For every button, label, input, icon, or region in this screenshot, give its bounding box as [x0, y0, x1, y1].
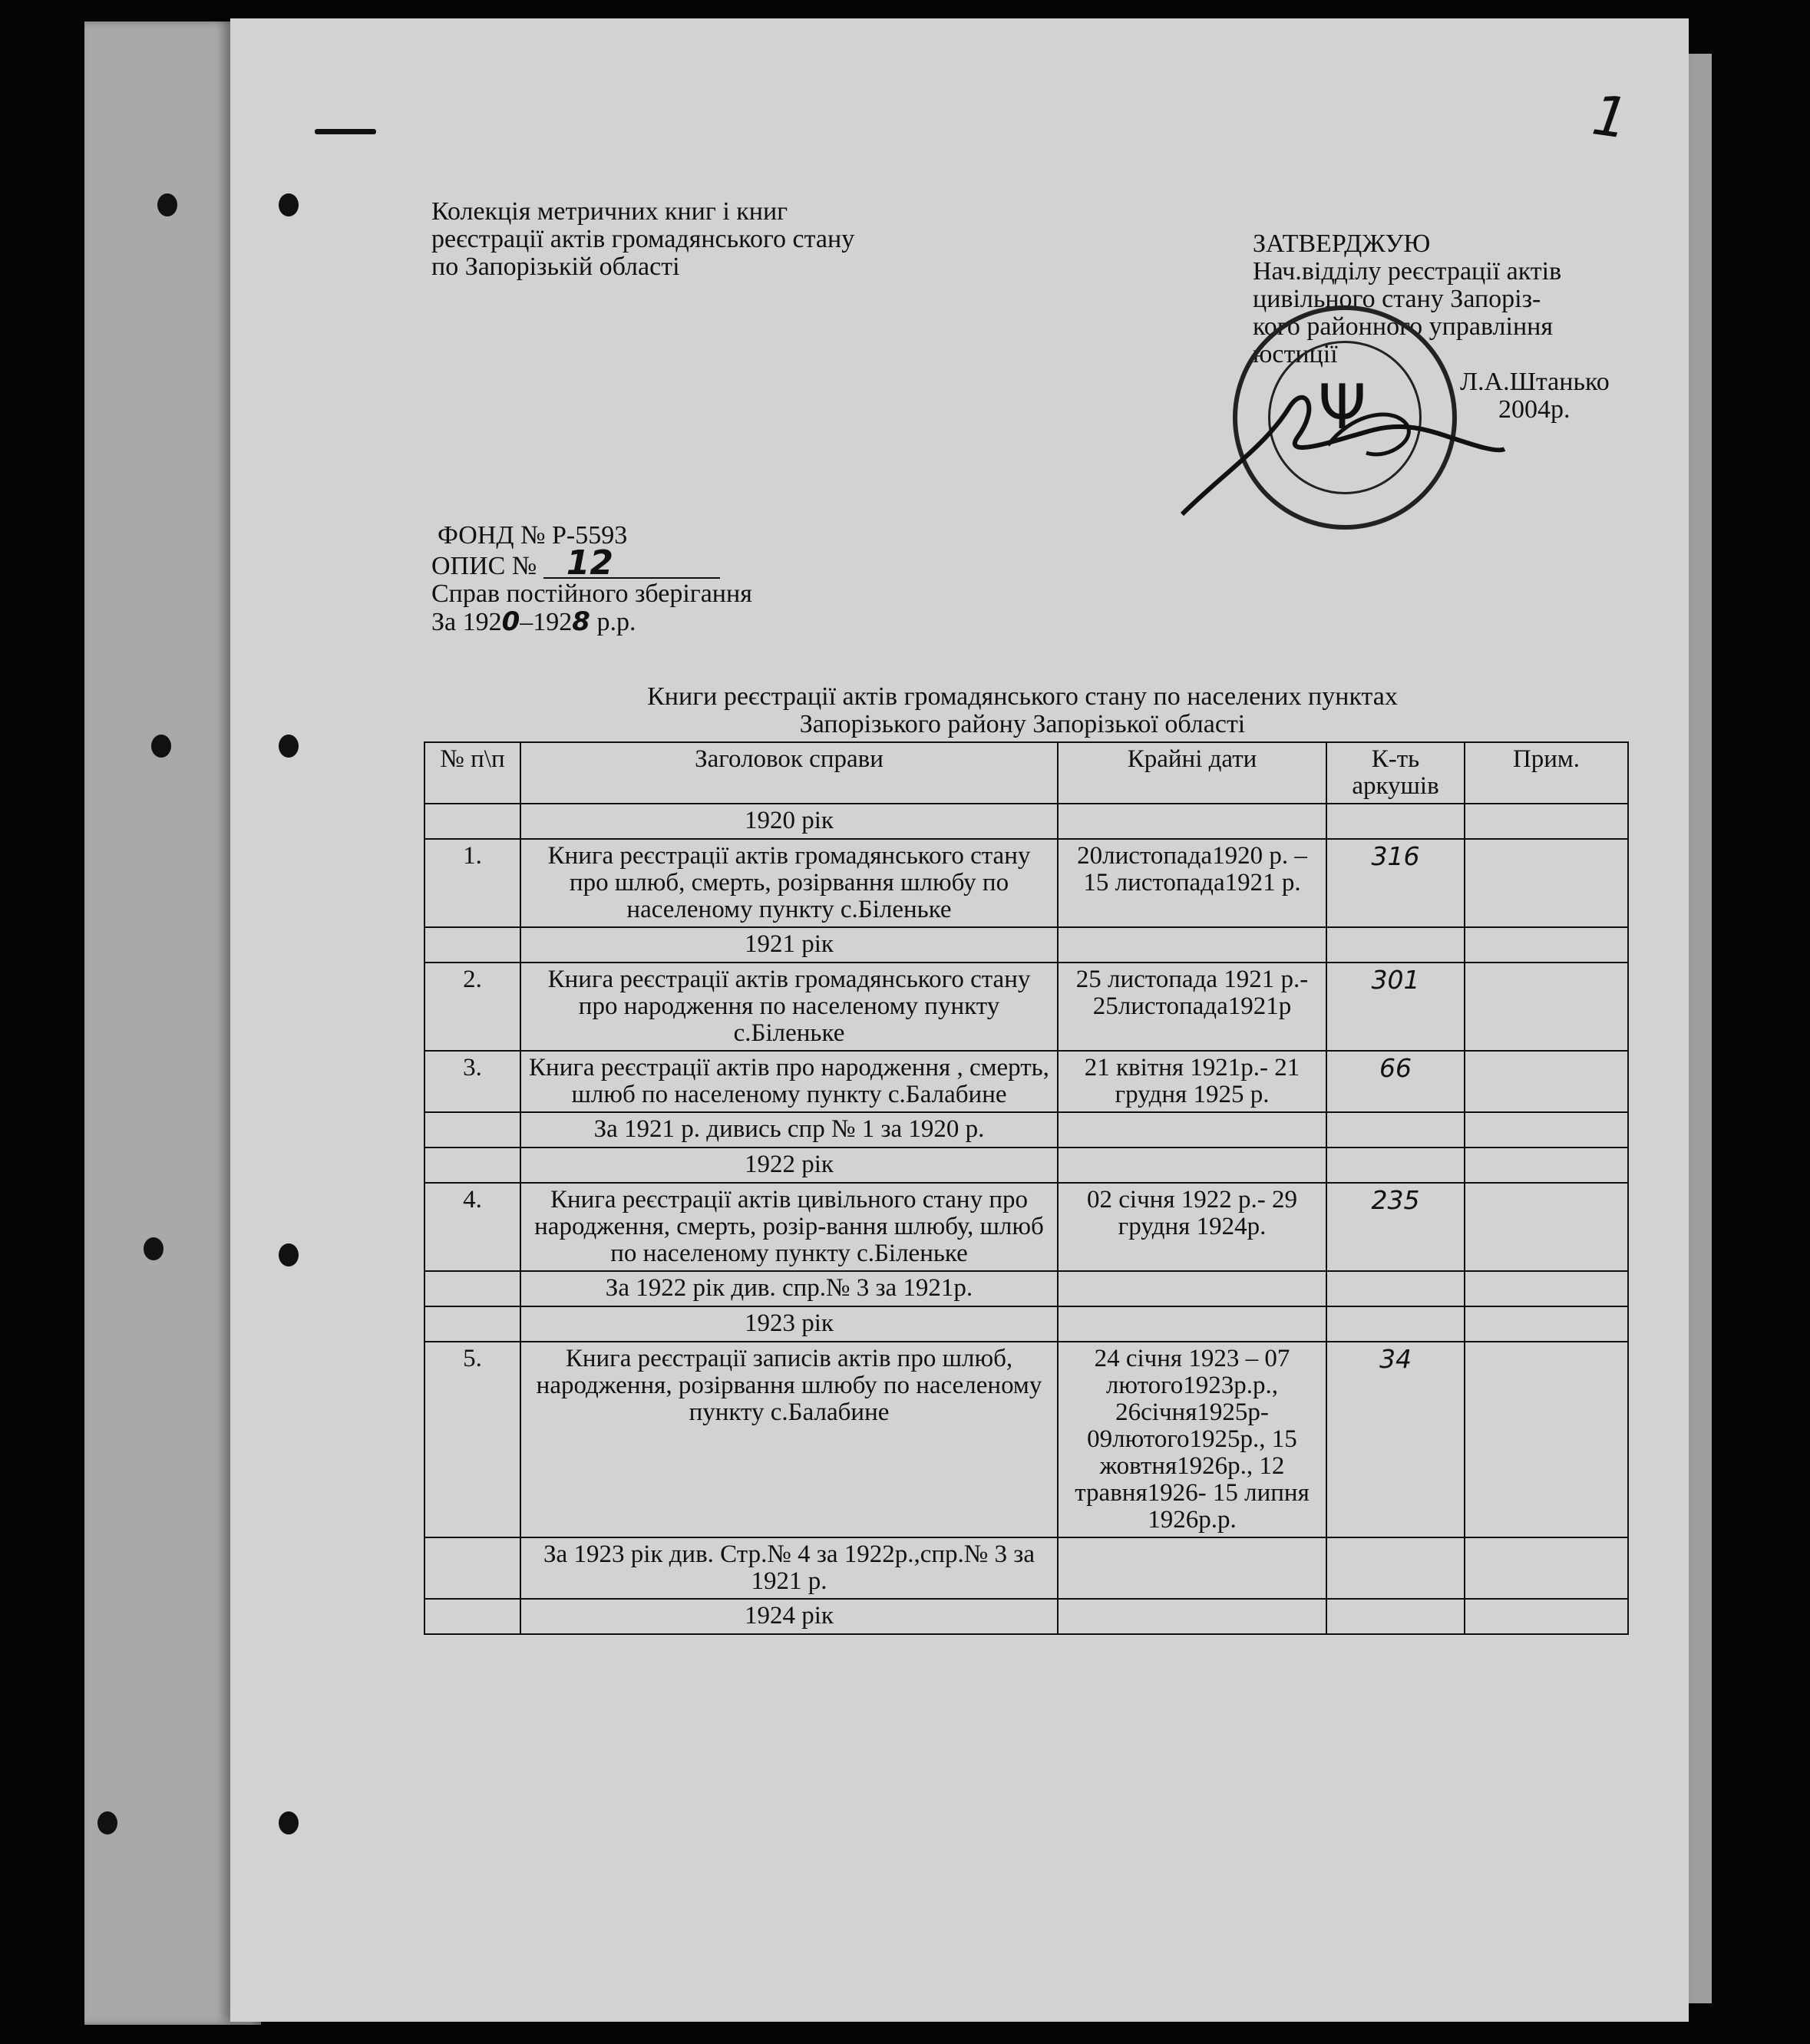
empty-cell: [424, 1537, 520, 1599]
table-row-year: [424, 927, 1628, 963]
table-row-year: [424, 1147, 1628, 1183]
punch-hole: [279, 193, 299, 216]
cell-title: Книга реєстрації актів про народження , смерть, шлюб по населеному пункту с.Балабине: [520, 1051, 1058, 1112]
empty-cell: [424, 1112, 520, 1147]
table-title-line: Книги реєстрації актів громадянського стану по населених пунктах: [647, 682, 1398, 711]
trident-emblem: Ψ: [1318, 371, 1366, 443]
period-mid: –192: [520, 608, 573, 636]
year-label: 1924 рік: [520, 1599, 1058, 1634]
empty-cell: [1465, 804, 1628, 839]
table-title: [424, 683, 1621, 738]
empty-cell: [1326, 1537, 1465, 1599]
empty-cell: [424, 1271, 520, 1306]
cell-count: 235: [1326, 1183, 1465, 1271]
table-row-year: [424, 1599, 1628, 1634]
pen-mark: [315, 129, 376, 134]
table-row-year: [424, 1306, 1628, 1342]
header-note: Прим.: [1465, 742, 1628, 804]
empty-cell: [1058, 1306, 1326, 1342]
cell-dates: 21 квітня 1921р.- 21 грудня 1925 р.: [1058, 1051, 1326, 1112]
approval-line: 2004р.: [1498, 395, 1571, 424]
empty-cell: [1058, 1112, 1326, 1147]
empty-cell: [424, 1599, 520, 1634]
fund-block: [431, 522, 752, 636]
empty-cell: [1058, 1271, 1326, 1306]
page-number: 1: [1588, 82, 1633, 151]
registry-table: [424, 741, 1629, 1635]
header-number: № п\п: [424, 742, 520, 804]
year-label: За 1922 рік див. спр.№ 3 за 1921р.: [520, 1271, 1058, 1306]
header-dates: Крайні дати: [1058, 742, 1326, 804]
empty-cell: [424, 927, 520, 963]
punch-hole: [279, 1811, 299, 1834]
empty-cell: [1058, 1537, 1326, 1599]
punch-hole: [279, 1243, 299, 1266]
cell-title: Книга реєстрації записів актів про шлюб, народження, розірвання шлюбу по населеному пункту с.Балабине: [520, 1342, 1058, 1537]
cell-number: 2.: [424, 963, 520, 1051]
fund-label: ФОНД № Р-5593: [438, 521, 628, 550]
collection-line: Колекція метричних книг і книг: [431, 197, 788, 226]
cell-note: [1465, 1051, 1628, 1112]
cell-count: 34: [1326, 1342, 1465, 1537]
period-digit: 0: [501, 606, 520, 637]
approval-line: цивільного стану Запоріз-: [1253, 285, 1541, 313]
table-row: [424, 839, 1628, 927]
table-row-year: [424, 1537, 1628, 1599]
approval-line: кого районного управління: [1253, 312, 1553, 341]
table-title-line: Запорізького району Запорізької області: [799, 710, 1246, 738]
empty-cell: [1465, 1112, 1628, 1147]
cell-count: 66: [1326, 1051, 1465, 1112]
cell-dates: 25 листопада 1921 р.- 25листопада1921р: [1058, 963, 1326, 1051]
cell-count: 316: [1326, 839, 1465, 927]
punch-hole: [97, 1811, 117, 1834]
year-label: 1922 рік: [520, 1147, 1058, 1183]
table-header-row: [424, 742, 1628, 804]
table-row: [424, 1051, 1628, 1112]
collection-line: по Запорізькій області: [431, 253, 680, 281]
punch-hole: [151, 735, 171, 758]
table-row-year: [424, 1271, 1628, 1306]
table-row: [424, 1342, 1628, 1537]
approval-line: юстиції: [1253, 340, 1338, 368]
period-digit: 8: [572, 606, 590, 637]
empty-cell: [1326, 804, 1465, 839]
empty-cell: [424, 1306, 520, 1342]
cell-dates: 24 січня 1923 – 07 лютого1923р.р., 26січня1925р- 09лютого1925р., 15 жовтня1926р., 12 травня1926- 15 липня 1926р.р.: [1058, 1342, 1326, 1537]
year-label: 1920 рік: [520, 804, 1058, 839]
signature: [1174, 361, 1512, 530]
collection-line: реєстрації актів громадянського стану: [431, 225, 855, 253]
table-row: [424, 963, 1628, 1051]
approval-line: ЗАТВЕРДЖУЮ: [1253, 229, 1431, 258]
cell-title: Книга реєстрації актів громадянського стану про народження по населеному пункту с.Біленьке: [520, 963, 1058, 1051]
empty-cell: [1465, 1271, 1628, 1306]
collection-heading: [431, 198, 854, 281]
empty-cell: [1058, 927, 1326, 963]
empty-cell: [1058, 1147, 1326, 1183]
cell-number: 1.: [424, 839, 520, 927]
opys-label: ОПИС №: [431, 552, 537, 580]
table-row-year: [424, 804, 1628, 839]
cell-note: [1465, 1342, 1628, 1537]
table-body: [424, 804, 1628, 1634]
empty-cell: [424, 804, 520, 839]
year-label: 1923 рік: [520, 1306, 1058, 1342]
table-row-year: [424, 1112, 1628, 1147]
cell-dates: 20листопада1920 р. – 15 листопада1921 р.: [1058, 839, 1326, 927]
cell-number: 3.: [424, 1051, 520, 1112]
cell-note: [1465, 963, 1628, 1051]
cell-dates: 02 січня 1922 р.- 29 грудня 1924р.: [1058, 1183, 1326, 1271]
cell-note: [1465, 1183, 1628, 1271]
opys-line: [431, 543, 752, 583]
period-prefix: За 192: [431, 608, 502, 636]
approval-line: Л.А.Штанько: [1460, 368, 1610, 396]
empty-cell: [1058, 1599, 1326, 1634]
empty-cell: [1326, 927, 1465, 963]
punch-hole: [157, 193, 177, 216]
cell-title: Книга реєстрації актів громадянського стану про шлюб, смерть, розірвання шлюбу по населеному пункту с.Біленьке: [520, 839, 1058, 927]
cell-count: 301: [1326, 963, 1465, 1051]
header-count: К-ть аркушів: [1326, 742, 1465, 804]
year-label: За 1923 рік див. Стр.№ 4 за 1922р.,спр.№ 3 за 1921 р.: [520, 1537, 1058, 1599]
empty-cell: [1326, 1306, 1465, 1342]
empty-cell: [1326, 1147, 1465, 1183]
empty-cell: [1326, 1271, 1465, 1306]
period-line: [431, 608, 752, 636]
year-label: За 1921 р. дивись спр № 1 за 1920 р.: [520, 1112, 1058, 1147]
punch-hole: [144, 1237, 163, 1260]
cell-note: [1465, 839, 1628, 927]
cell-title: Книга реєстрації актів цивільного стану про народження, смерть, розір-вання шлюбу, шлюб по населеному пункту с.Біленьке: [520, 1183, 1058, 1271]
year-label: 1921 рік: [520, 927, 1058, 963]
empty-cell: [1465, 1537, 1628, 1599]
punch-hole: [279, 735, 299, 758]
cell-number: 4.: [424, 1183, 520, 1271]
empty-cell: [1326, 1599, 1465, 1634]
empty-cell: [1326, 1112, 1465, 1147]
empty-cell: [424, 1147, 520, 1183]
opys-number: 12: [543, 550, 720, 579]
table-row: [424, 1183, 1628, 1271]
empty-cell: [1465, 1599, 1628, 1634]
approval-line: Нач.відділу реєстрації актів: [1253, 257, 1562, 286]
header-title: Заголовок справи: [520, 742, 1058, 804]
cell-number: 5.: [424, 1342, 520, 1537]
empty-cell: [1058, 804, 1326, 839]
empty-cell: [1465, 927, 1628, 963]
period-suffix: р.р.: [590, 608, 636, 636]
empty-cell: [1465, 1306, 1628, 1342]
storage-label: Справ постійного зберігання: [431, 580, 752, 608]
empty-cell: [1465, 1147, 1628, 1183]
